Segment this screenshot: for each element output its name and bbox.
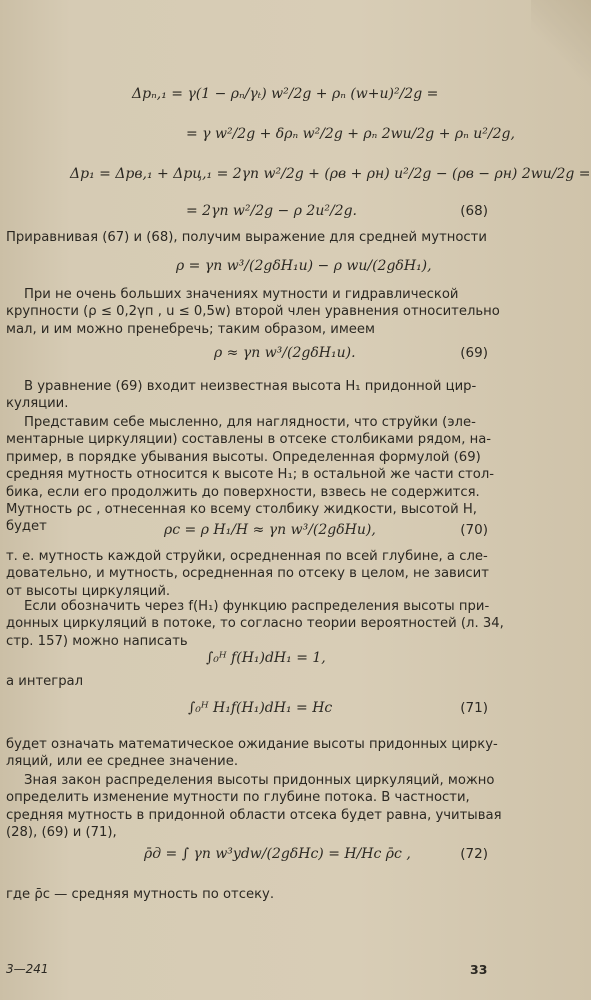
equation-number: (70): [460, 522, 488, 538]
paragraph: Зная закон распределения высоты придонных циркуляций, можно определить изменение мутности по глубине потока. В частности, средняя мутность в придонной области отсека будет равна, учитывая (28), (69) и (71),: [6, 773, 502, 841]
equation-line: Δp₁ = Δpв,₁ + Δpц,₁ = 2γп w²/2g + (ρв + ρн) u²/2g − (ρв − ρн) 2wu/2g =: [70, 166, 591, 182]
page-corner-fold: [531, 0, 591, 90]
signature-mark: 3—241: [6, 962, 49, 976]
paragraph: где ρ̄с — средняя мутность по отсеку.: [6, 887, 275, 902]
paragraph: а интеграл: [6, 674, 84, 689]
equation-line: ρс = ρ H₁/H ≈ γп w³/(2gδHu),: [164, 522, 376, 538]
equation-line: ∫₀ᴴ H₁f(H₁)dH₁ = Hс: [188, 700, 333, 716]
equation-line: ρ = γп w³/(2gδH₁u) − ρ wu/(2gδH₁),: [176, 258, 432, 274]
paragraph: При не очень больших значениях мутности и гидравлической крупности (ρ ≤ 0,2γп , u ≤ 0,5w) второй член уравнения относительно мал, и им можно пренебречь; таким образом, имеем: [6, 287, 500, 337]
paragraph: т. е. мутность каждой струйки, осредненная по всей глубине, а сле- довательно, и мутность, осредненная по отсеку в целом, не зависит от высоты циркуляций.: [6, 549, 489, 599]
page-number: 33: [470, 962, 488, 977]
paragraph: Представим себе мысленно, для наглядности, что струйки (эле- ментарные циркуляции) составлены в отсеке столбиками рядом, на- пример, в порядке убывания высоты. Определенная формулой (69) средняя мутность относится к высоте H₁; в остальной же части стол- бика, если его продолжить до поверхности, взвесь не содержится. Мутность ρс , отнесенная ко всему столбику жидкости, высотой H, будет: [6, 415, 495, 535]
equation-number: (72): [460, 846, 488, 862]
equation-line: ρ ≈ γп w³/(2gδH₁u).: [214, 345, 356, 361]
paragraph: В уравнение (69) входит неизвестная высота H₁ придонной цир- куляции.: [6, 379, 477, 412]
paragraph: Если обозначить через f(H₁) функцию распределения высоты при- донных циркуляций в потоке, то согласно теории вероятностей (л. 34, стр. 157) можно написать: [6, 599, 504, 649]
equation-number: (68): [460, 203, 488, 219]
paragraph: будет означать математическое ожидание высоты придонных цирку- ляций, или ее среднее значение.: [6, 737, 498, 770]
equation-line: ρ̄д = ∫ γп w³ydw/(2gδHс) = H/Hс ρ̄с ,: [144, 846, 411, 862]
equation-line: = 2γп w²/2g − ρ 2u²/2g.: [186, 203, 357, 219]
equation-number: (69): [460, 345, 488, 361]
equation-line: Δpₙ,₁ = γ(1 − ρₙ/γₜ) w²/2g + ρₙ (w+u)²/2g =: [132, 86, 439, 102]
equation-line: ∫₀ᴴ f(H₁)dH₁ = 1,: [206, 650, 326, 666]
paragraph: Приравнивая (67) и (68), получим выражение для средней мутности: [6, 230, 487, 245]
equation-line: = γ w²/2g + δρₙ w²/2g + ρₙ 2wu/2g + ρₙ u²/2g,: [186, 126, 515, 142]
equation-number: (71): [460, 700, 488, 716]
